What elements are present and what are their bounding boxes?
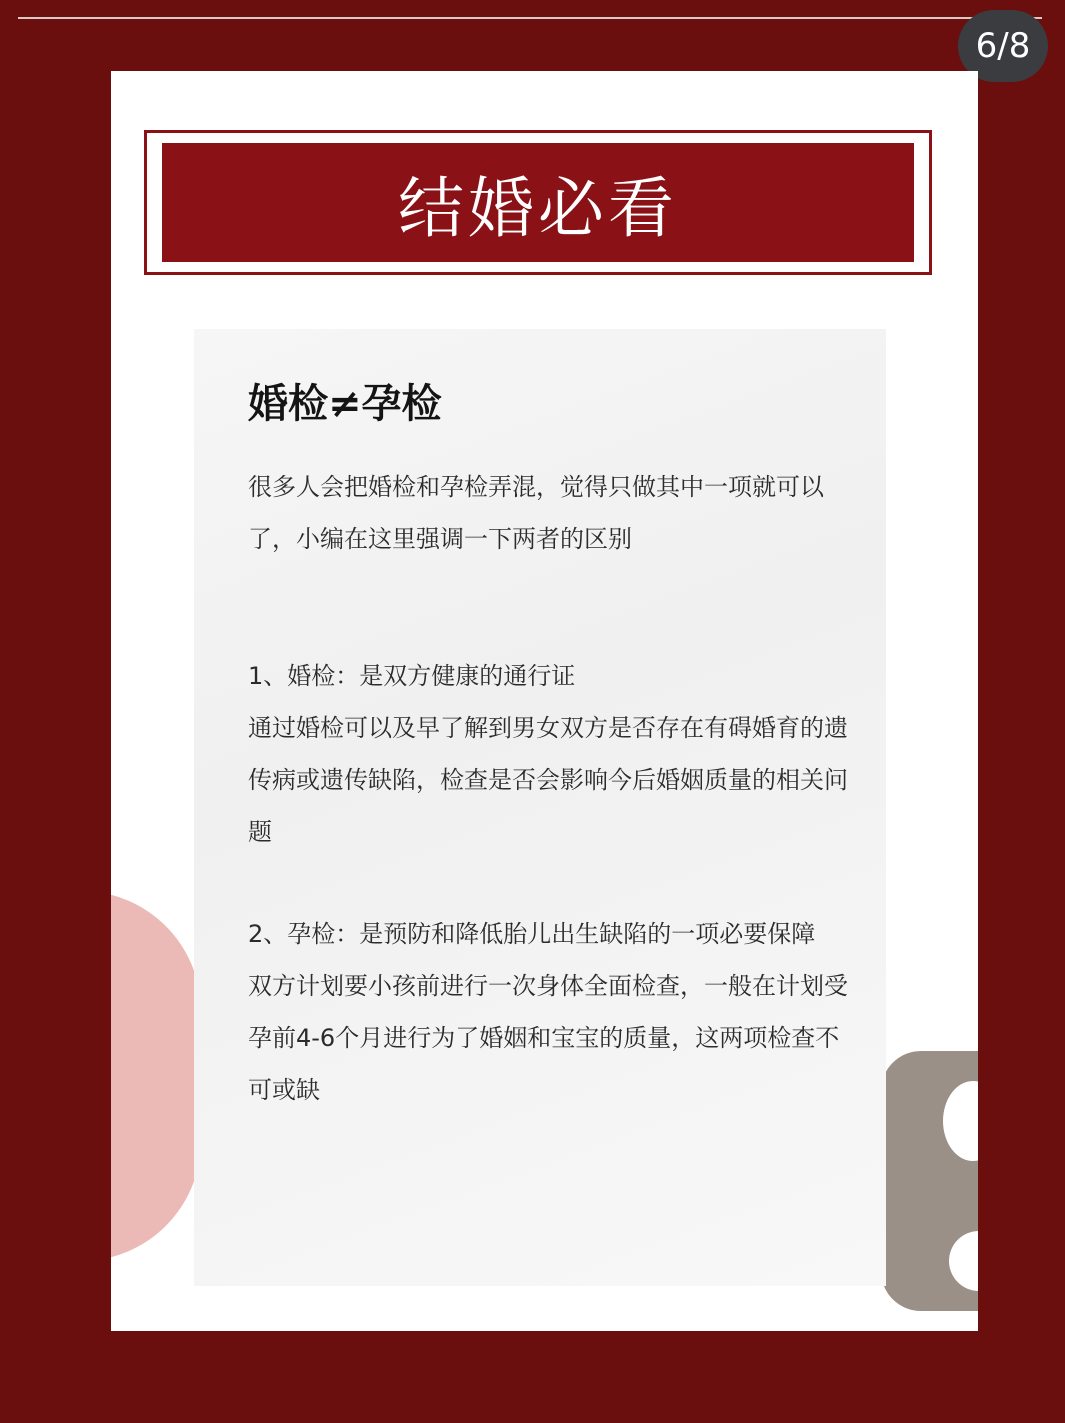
- intro-paragraph: 很多人会把婚检和孕检弄混，觉得只做其中一项就可以了，小编在这里强调一下两者的区别: [248, 473, 824, 553]
- title-banner: [144, 130, 932, 275]
- decor-pink-shape: [111, 891, 201, 1261]
- top-divider: [18, 17, 1042, 19]
- section1-body: 通过婚检可以及早了解到男女双方是否存在有碍婚育的遗传病或遗传缺陷，检查是否会影响今后婚姻质量的相关问题: [248, 714, 848, 846]
- poster-card: [111, 71, 978, 1331]
- content-panel: [194, 329, 886, 1286]
- section2-body: 双方计划要小孩前进行一次身体全面检查，一般在计划受孕前4-6个月进行为了婚姻和宝宝的质量，这两项检查不可或缺: [248, 972, 848, 1104]
- title-banner-fill: [162, 143, 914, 262]
- page-counter-badge: 6/8: [958, 10, 1048, 82]
- section2-title: 2、孕检：是预防和降低胎儿出生缺陷的一项必要保障: [248, 920, 816, 948]
- page-title: 结婚必看: [398, 170, 678, 247]
- article-heading: 婚检≠孕检: [248, 380, 442, 427]
- article-content: [248, 369, 848, 1116]
- section1-title: 1、婚检：是双方健康的通行证: [248, 662, 576, 690]
